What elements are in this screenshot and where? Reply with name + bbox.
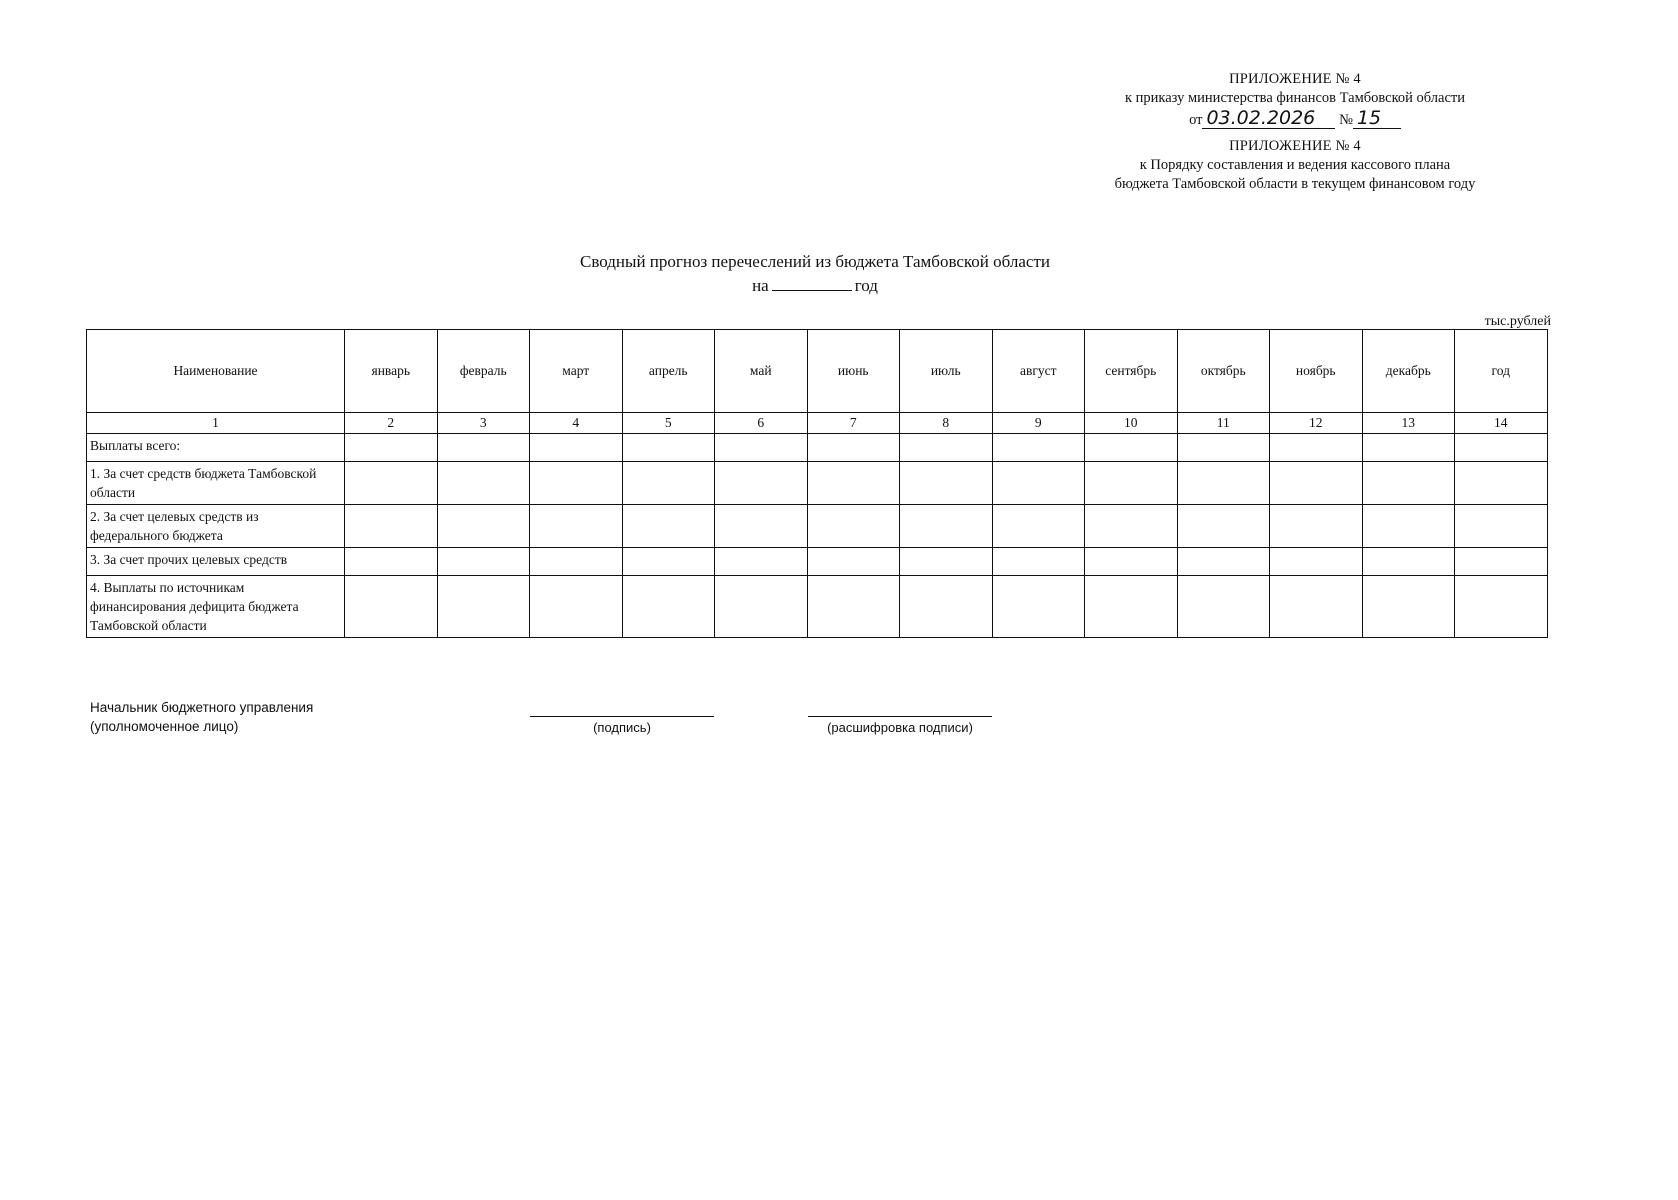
order-number-handwritten: 15 — [1353, 108, 1401, 129]
value-cell[interactable] — [1362, 548, 1455, 576]
year-suffix: год — [854, 276, 878, 295]
row-label-cell: Выплаты всего: — [87, 434, 345, 462]
column-number-row — [87, 413, 1548, 434]
value-cell[interactable] — [1177, 434, 1270, 462]
value-cell[interactable] — [807, 462, 900, 505]
header-cell: май — [715, 330, 808, 413]
value-cell[interactable] — [530, 505, 623, 548]
header-cell: декабрь — [1362, 330, 1455, 413]
value-cell[interactable] — [715, 462, 808, 505]
signature-line[interactable] — [530, 716, 714, 717]
year-prefix: на — [752, 276, 769, 295]
value-cell[interactable] — [1177, 505, 1270, 548]
header-cell: ноябрь — [1270, 330, 1363, 413]
value-cell[interactable] — [622, 548, 715, 576]
value-cell[interactable] — [992, 576, 1085, 638]
value-cell[interactable] — [900, 462, 993, 505]
column-number-cell: 8 — [900, 413, 993, 434]
value-cell[interactable] — [715, 434, 808, 462]
value-cell[interactable] — [622, 505, 715, 548]
value-cell[interactable] — [1270, 548, 1363, 576]
value-cell[interactable] — [715, 505, 808, 548]
value-cell[interactable] — [530, 434, 623, 462]
value-cell[interactable] — [345, 576, 438, 638]
order-appendix-block — [1040, 70, 1550, 132]
year-line — [0, 274, 1630, 298]
value-cell[interactable] — [1362, 505, 1455, 548]
value-cell[interactable] — [530, 462, 623, 505]
value-cell[interactable] — [1362, 434, 1455, 462]
value-cell[interactable] — [715, 548, 808, 576]
column-number-cell: 1 — [87, 413, 345, 434]
order-date-prefix: от — [1189, 112, 1203, 128]
signature-decoding-line[interactable] — [808, 716, 992, 717]
procedure-appendix-line2: бюджета Тамбовской области в текущем финансовом году — [1114, 176, 1476, 192]
value-cell[interactable] — [900, 505, 993, 548]
value-cell[interactable] — [1177, 576, 1270, 638]
units-label: тыс.рублей — [1484, 314, 1551, 329]
row-label-cell: 3. За счет прочих целевых средств — [87, 548, 345, 576]
header-cell: июнь — [807, 330, 900, 413]
value-cell[interactable] — [345, 548, 438, 576]
value-cell[interactable] — [622, 576, 715, 638]
table-row — [87, 548, 1548, 576]
column-number-cell: 6 — [715, 413, 808, 434]
value-cell[interactable] — [992, 434, 1085, 462]
value-cell[interactable] — [345, 434, 438, 462]
value-cell[interactable] — [1455, 576, 1548, 638]
value-cell[interactable] — [1362, 576, 1455, 638]
header-cell: март — [530, 330, 623, 413]
header-cell: октябрь — [1177, 330, 1270, 413]
procedure-appendix-line1: к Порядку составления и ведения кассового плана — [1139, 157, 1451, 173]
value-cell[interactable] — [992, 548, 1085, 576]
value-cell[interactable] — [992, 505, 1085, 548]
header-cell: апрель — [622, 330, 715, 413]
header-cell: январь — [345, 330, 438, 413]
value-cell[interactable] — [1085, 576, 1178, 638]
value-cell[interactable] — [1455, 505, 1548, 548]
value-cell[interactable] — [530, 548, 623, 576]
column-number-cell: 4 — [530, 413, 623, 434]
header-cell: Наименование — [87, 330, 345, 413]
table-row — [87, 434, 1548, 462]
header-cell: июль — [900, 330, 993, 413]
value-cell[interactable] — [1270, 434, 1363, 462]
signature-decoding-caption: (расшифровка подписи) — [827, 720, 973, 735]
header-cell: сентябрь — [1085, 330, 1178, 413]
value-cell[interactable] — [1455, 548, 1548, 576]
value-cell[interactable] — [807, 576, 900, 638]
column-number-cell: 13 — [1362, 413, 1455, 434]
value-cell[interactable] — [1085, 505, 1178, 548]
value-cell[interactable] — [1177, 548, 1270, 576]
order-number-prefix: № — [1339, 112, 1353, 128]
value-cell[interactable] — [1085, 434, 1178, 462]
procedure-appendix-block — [1040, 137, 1550, 194]
value-cell[interactable] — [1362, 462, 1455, 505]
value-cell[interactable] — [1177, 462, 1270, 505]
value-cell[interactable] — [622, 434, 715, 462]
value-cell[interactable] — [807, 434, 900, 462]
header-row — [87, 330, 1548, 413]
signature-caption: (подпись) — [593, 720, 651, 735]
order-appendix-line: к приказу министерства финансов Тамбовской области — [1124, 90, 1465, 106]
value-cell[interactable] — [900, 434, 993, 462]
value-cell[interactable] — [807, 548, 900, 576]
value-cell[interactable] — [1455, 434, 1548, 462]
value-cell[interactable] — [1270, 576, 1363, 638]
value-cell[interactable] — [345, 462, 438, 505]
value-cell[interactable] — [715, 576, 808, 638]
year-blank-field[interactable] — [772, 274, 852, 291]
table-row — [87, 505, 1548, 548]
header-cell: год — [1455, 330, 1548, 413]
column-number-cell: 10 — [1085, 413, 1178, 434]
signature-position — [90, 698, 313, 736]
signature-position-line2: (уполномоченное лицо) — [90, 719, 239, 734]
value-cell[interactable] — [992, 462, 1085, 505]
header-cell: август — [992, 330, 1085, 413]
value-cell[interactable] — [1455, 462, 1548, 505]
value-cell[interactable] — [1085, 548, 1178, 576]
order-appendix-title: ПРИЛОЖЕНИЕ № 4 — [1229, 71, 1361, 87]
value-cell[interactable] — [437, 548, 530, 576]
value-cell[interactable] — [437, 576, 530, 638]
forecast-table — [86, 329, 1548, 638]
table-row — [87, 576, 1548, 638]
column-number-cell: 14 — [1455, 413, 1548, 434]
order-date-handwritten: 03.02.2026 — [1202, 108, 1335, 129]
column-number-cell: 12 — [1270, 413, 1363, 434]
value-cell[interactable] — [530, 576, 623, 638]
value-cell[interactable] — [437, 434, 530, 462]
row-label-cell: 4. Выплаты по источникам финансирования дефицита бюджета Тамбовской области — [87, 576, 345, 638]
value-cell[interactable] — [900, 548, 993, 576]
value-cell[interactable] — [900, 576, 993, 638]
value-cell[interactable] — [1270, 462, 1363, 505]
value-cell[interactable] — [345, 505, 438, 548]
column-number-cell: 7 — [807, 413, 900, 434]
value-cell[interactable] — [807, 505, 900, 548]
column-number-cell: 9 — [992, 413, 1085, 434]
table-row — [87, 462, 1548, 505]
order-date-number-line — [1040, 108, 1550, 132]
column-number-cell: 11 — [1177, 413, 1270, 434]
column-number-cell: 3 — [437, 413, 530, 434]
value-cell[interactable] — [437, 505, 530, 548]
signature-position-line1: Начальник бюджетного управления — [90, 700, 314, 715]
column-number-cell: 2 — [345, 413, 438, 434]
value-cell[interactable] — [1270, 505, 1363, 548]
row-label-cell: 1. За счет средств бюджета Тамбовской области — [87, 462, 345, 505]
value-cell[interactable] — [437, 462, 530, 505]
value-cell[interactable] — [622, 462, 715, 505]
document-title: Сводный прогноз перечеслений из бюджета Тамбовской области — [580, 252, 1050, 271]
value-cell[interactable] — [1085, 462, 1178, 505]
row-label-cell: 2. За счет целевых средств из федерального бюджета — [87, 505, 345, 548]
header-cell: февраль — [437, 330, 530, 413]
column-number-cell: 5 — [622, 413, 715, 434]
procedure-appendix-title: ПРИЛОЖЕНИЕ № 4 — [1229, 138, 1361, 154]
